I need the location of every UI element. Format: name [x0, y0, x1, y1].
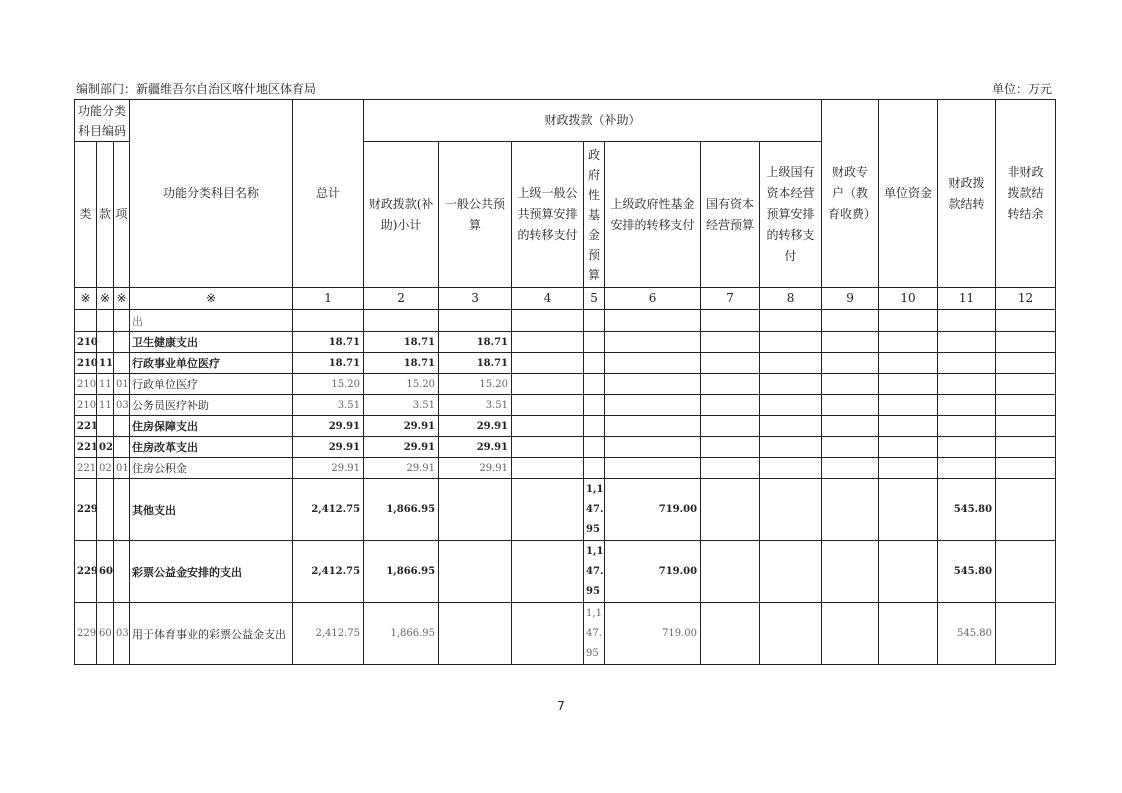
row-general-value: 29.91 — [439, 437, 512, 458]
row-kuan-code: 11 — [97, 395, 114, 416]
row-gov-fund-value: 1,147.95 — [584, 603, 605, 665]
func-code-header: 功能分类科目编码 — [75, 100, 130, 142]
row-carry-value: 545.80 — [938, 541, 996, 603]
xiang-header: 项 — [114, 142, 130, 288]
row-total-value: 2,412.75 — [293, 603, 364, 665]
row-subtotal-value: 1,866.95 — [364, 541, 439, 603]
marker-cell: 7 — [701, 288, 760, 310]
row-upper-fund-value — [605, 353, 701, 374]
row-total-value: 3.51 — [293, 395, 364, 416]
row-xiang-code — [114, 541, 130, 603]
budget-table — [74, 99, 1056, 665]
row-lei-code: 221 — [75, 458, 97, 479]
upper-state-header: 上级国有资本经营预算安排的转移支付 — [760, 142, 822, 288]
row-gov-fund-value: 1,147.95 — [584, 541, 605, 603]
row-lei-code: 210 — [75, 395, 97, 416]
row-kuan-code: 60 — [97, 603, 114, 665]
row-general-value: 29.91 — [439, 416, 512, 437]
row-upper-fund-value — [605, 332, 701, 353]
row-subject-name: 住房改革支出 — [130, 437, 293, 458]
row-subtotal-value: 1,866.95 — [364, 603, 439, 665]
marker-cell: ※ — [97, 288, 114, 310]
row-gov-fund-value — [584, 332, 605, 353]
table-row — [75, 416, 1056, 437]
row-kuan-code — [97, 332, 114, 353]
row-kuan-code: 02 — [97, 437, 114, 458]
row-subject-name: 用于体育事业的彩票公益金支出 — [130, 603, 293, 665]
row-gov-fund-value — [584, 353, 605, 374]
row-carry-value — [938, 437, 996, 458]
marker-cell: 11 — [938, 288, 996, 310]
row-lei-code: 221 — [75, 416, 97, 437]
special-header: 财政专户（教育收费） — [822, 100, 879, 288]
row-kuan-code: 11 — [97, 374, 114, 395]
row-carry-value — [938, 374, 996, 395]
marker-cell: ※ — [114, 288, 130, 310]
row-total-value: 29.91 — [293, 437, 364, 458]
row-xiang-code: 03 — [114, 603, 130, 665]
row-general-value: 15.20 — [439, 374, 512, 395]
partial-row-text: 出 — [130, 310, 293, 332]
table-row — [75, 603, 1056, 665]
row-gov-fund-value — [584, 395, 605, 416]
row-lei-code: 210 — [75, 353, 97, 374]
row-kuan-code: 60 — [97, 541, 114, 603]
row-lei-code: 229 — [75, 603, 97, 665]
row-carry-value — [938, 332, 996, 353]
table-row — [75, 353, 1056, 374]
row-subtotal-value: 18.71 — [364, 332, 439, 353]
kuan-header: 款 — [97, 142, 114, 288]
marker-cell: 8 — [760, 288, 822, 310]
row-upper-fund-value: 719.00 — [605, 541, 701, 603]
row-gov-fund-value — [584, 437, 605, 458]
row-lei-code: 210 — [75, 374, 97, 395]
row-subject-name: 行政事业单位医疗 — [130, 353, 293, 374]
row-lei-code: 229 — [75, 479, 97, 541]
row-total-value: 2,412.75 — [293, 479, 364, 541]
marker-row — [75, 288, 1056, 310]
row-upper-fund-value — [605, 416, 701, 437]
row-general-value: 29.91 — [439, 458, 512, 479]
marker-cell: 4 — [512, 288, 584, 310]
group-header: 财政拨款（补助） — [364, 100, 822, 142]
row-xiang-code — [114, 416, 130, 437]
row-gov-fund-value — [584, 374, 605, 395]
row-xiang-code — [114, 353, 130, 374]
carry-header: 财政拨款结转 — [938, 100, 996, 288]
row-total-value: 18.71 — [293, 332, 364, 353]
general-header: 一般公共预算 — [439, 142, 512, 288]
marker-cell: 6 — [605, 288, 701, 310]
row-subtotal-value: 29.91 — [364, 437, 439, 458]
unit-funds-header: 单位资金 — [879, 100, 938, 288]
row-subject-name: 住房保障支出 — [130, 416, 293, 437]
page-number: 7 — [557, 699, 565, 713]
row-upper-fund-value — [605, 437, 701, 458]
row-xiang-code: 01 — [114, 374, 130, 395]
func-name-header: 功能分类科目名称 — [130, 100, 293, 288]
row-subject-name: 公务员医疗补助 — [130, 395, 293, 416]
department-label: 编制部门：新疆维吾尔自治区喀什地区体育局 — [76, 82, 317, 96]
marker-cell: ※ — [130, 288, 293, 310]
row-general-value — [439, 479, 512, 541]
row-xiang-code: 01 — [114, 458, 130, 479]
noncarry-header: 非财政拨款结转结余 — [996, 100, 1056, 288]
row-general-value: 3.51 — [439, 395, 512, 416]
marker-cell: 5 — [584, 288, 605, 310]
marker-cell: 10 — [879, 288, 938, 310]
marker-cell: 9 — [822, 288, 879, 310]
gov-fund-header: 政府性基金预算 — [584, 142, 605, 288]
row-carry-value — [938, 395, 996, 416]
marker-cell: 3 — [439, 288, 512, 310]
table-row — [75, 437, 1056, 458]
row-subtotal-value: 29.91 — [364, 458, 439, 479]
row-xiang-code — [114, 437, 130, 458]
marker-cell: ※ — [75, 288, 97, 310]
row-upper-fund-value — [605, 395, 701, 416]
partial-row — [75, 310, 1056, 332]
row-total-value: 29.91 — [293, 416, 364, 437]
row-gov-fund-value — [584, 458, 605, 479]
row-carry-value: 545.80 — [938, 479, 996, 541]
row-subtotal-value: 18.71 — [364, 353, 439, 374]
row-general-value: 18.71 — [439, 353, 512, 374]
row-lei-code: 221 — [75, 437, 97, 458]
table-row — [75, 374, 1056, 395]
row-upper-fund-value: 719.00 — [605, 603, 701, 665]
row-kuan-code — [97, 479, 114, 541]
row-xiang-code — [114, 332, 130, 353]
row-subject-name: 卫生健康支出 — [130, 332, 293, 353]
table-row — [75, 479, 1056, 541]
table-row — [75, 458, 1056, 479]
row-subtotal-value: 3.51 — [364, 395, 439, 416]
row-subject-name: 彩票公益金安排的支出 — [130, 541, 293, 603]
row-carry-value: 545.80 — [938, 603, 996, 665]
row-xiang-code — [114, 479, 130, 541]
marker-cell: 12 — [996, 288, 1056, 310]
unit-label: 单位：万元 — [991, 82, 1052, 96]
total-header: 总计 — [293, 100, 364, 288]
row-kuan-code — [97, 416, 114, 437]
table-row — [75, 395, 1056, 416]
row-lei-code: 229 — [75, 541, 97, 603]
table-row — [75, 541, 1056, 603]
row-lei-code: 210 — [75, 332, 97, 353]
row-subtotal-value: 15.20 — [364, 374, 439, 395]
row-subject-name: 行政单位医疗 — [130, 374, 293, 395]
row-total-value: 18.71 — [293, 353, 364, 374]
marker-cell: 1 — [293, 288, 364, 310]
upper-fund-header: 上级政府性基金安排的转移支付 — [605, 142, 701, 288]
row-subject-name: 其他支出 — [130, 479, 293, 541]
row-carry-value — [938, 458, 996, 479]
table-row — [75, 332, 1056, 353]
row-gov-fund-value — [584, 416, 605, 437]
row-kuan-code: 11 — [97, 353, 114, 374]
row-subject-name: 住房公积金 — [130, 458, 293, 479]
upper-general-header: 上级一般公共预算安排的转移支付 — [512, 142, 584, 288]
row-carry-value — [938, 416, 996, 437]
state-capital-header: 国有资本经营预算 — [701, 142, 760, 288]
row-total-value: 29.91 — [293, 458, 364, 479]
row-upper-fund-value: 719.00 — [605, 479, 701, 541]
row-subtotal-value: 29.91 — [364, 416, 439, 437]
row-total-value: 2,412.75 — [293, 541, 364, 603]
row-total-value: 15.20 — [293, 374, 364, 395]
row-xiang-code: 03 — [114, 395, 130, 416]
marker-cell: 2 — [364, 288, 439, 310]
row-upper-fund-value — [605, 374, 701, 395]
row-carry-value — [938, 353, 996, 374]
row-general-value — [439, 603, 512, 665]
row-gov-fund-value: 1,147.95 — [584, 479, 605, 541]
row-general-value — [439, 541, 512, 603]
row-kuan-code: 02 — [97, 458, 114, 479]
row-general-value: 18.71 — [439, 332, 512, 353]
row-upper-fund-value — [605, 458, 701, 479]
row-subtotal-value: 1,866.95 — [364, 479, 439, 541]
subtotal-header: 财政拨款(补助)小计 — [364, 142, 439, 288]
lei-header: 类 — [75, 142, 97, 288]
